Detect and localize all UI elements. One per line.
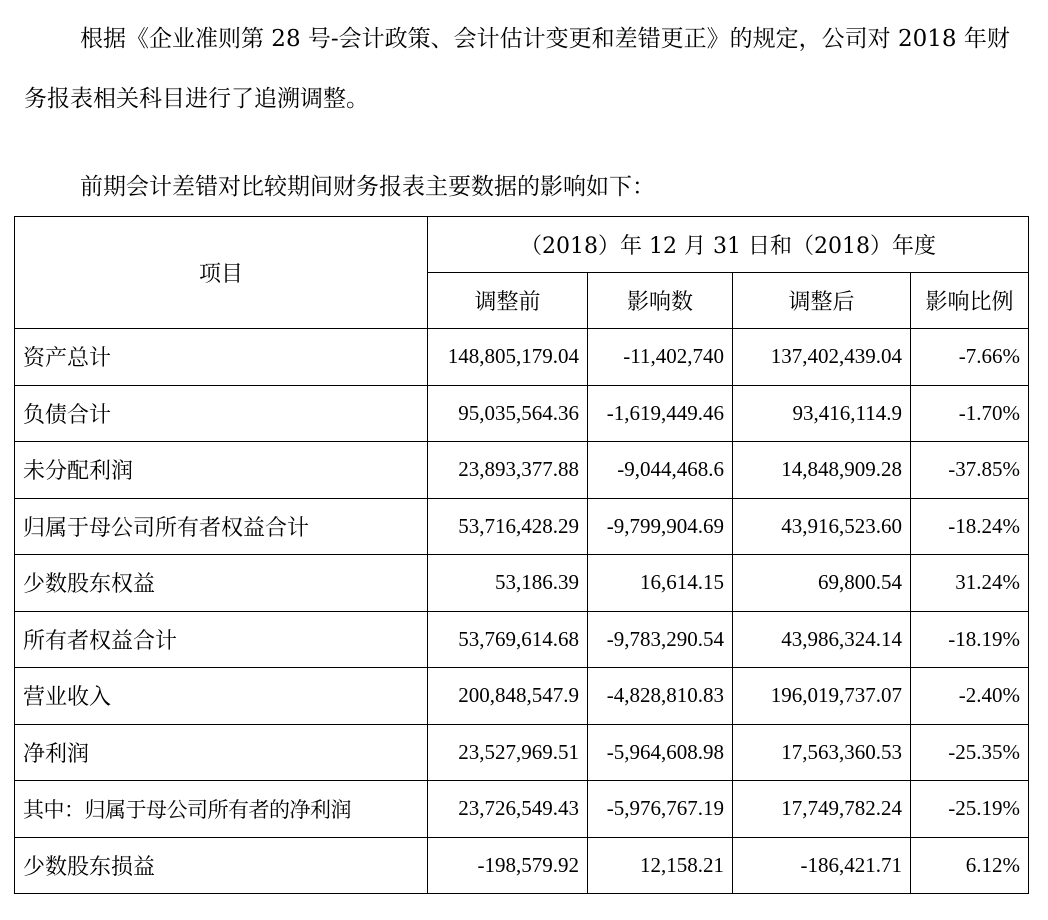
header-impact: 影响数 xyxy=(588,273,733,329)
cell-after: 137,402,439.04 xyxy=(733,329,911,386)
header-ratio: 影响比例 xyxy=(911,273,1029,329)
cell-ratio: -25.35% xyxy=(911,724,1029,781)
cell-impact: -9,044,468.6 xyxy=(588,442,733,499)
header-after: 调整后 xyxy=(733,273,911,329)
cell-after: 196,019,737.07 xyxy=(733,668,911,725)
table-row xyxy=(15,329,1029,386)
row-label: 营业收入 xyxy=(15,668,428,725)
cell-before: 53,769,614.68 xyxy=(428,611,588,668)
header-period: （2018）年 12 月 31 日和（2018）年度 xyxy=(428,217,1029,273)
cell-before: 23,527,969.51 xyxy=(428,724,588,781)
cell-ratio: -25.19% xyxy=(911,781,1029,838)
table-row xyxy=(15,668,1029,725)
cell-before: 95,035,564.36 xyxy=(428,385,588,442)
row-label: 负债合计 xyxy=(15,385,428,442)
cell-before: 148,805,179.04 xyxy=(428,329,588,386)
cell-impact: -4,828,810.83 xyxy=(588,668,733,725)
cell-impact: -9,799,904.69 xyxy=(588,498,733,555)
cell-before: 200,848,547.9 xyxy=(428,668,588,725)
table-row xyxy=(15,611,1029,668)
cell-before: -198,579.92 xyxy=(428,837,588,894)
row-label: 少数股东损益 xyxy=(15,837,428,894)
cell-impact: 12,158.21 xyxy=(588,837,733,894)
cell-after: 17,749,782.24 xyxy=(733,781,911,838)
cell-after: -186,421.71 xyxy=(733,837,911,894)
cell-before: 23,726,549.43 xyxy=(428,781,588,838)
cell-after: 43,986,324.14 xyxy=(733,611,911,668)
cell-impact: -1,619,449.46 xyxy=(588,385,733,442)
cell-impact: -11,402,740 xyxy=(588,329,733,386)
cell-before: 23,893,377.88 xyxy=(428,442,588,499)
row-label: 少数股东权益 xyxy=(15,555,428,612)
cell-impact: -5,964,608.98 xyxy=(588,724,733,781)
table-row xyxy=(15,498,1029,555)
table-caption: 前期会计差错对比较期间财务报表主要数据的影响如下： xyxy=(80,174,655,200)
header-before: 调整前 xyxy=(428,273,588,329)
cell-after: 93,416,114.9 xyxy=(733,385,911,442)
table-row xyxy=(15,442,1029,499)
cell-ratio: -37.85% xyxy=(911,442,1029,499)
cell-after: 69,800.54 xyxy=(733,555,911,612)
row-label: 归属于母公司所有者权益合计 xyxy=(15,498,428,555)
intro-paragraph: 根据《企业准则第 28 号-会计政策、会计估计变更和差错更正》的规定，公司对 2018 年财务报表相关科目进行了追溯调整。 xyxy=(24,26,1010,112)
cell-after: 17,563,360.53 xyxy=(733,724,911,781)
cell-impact: 16,614.15 xyxy=(588,555,733,612)
cell-ratio: -2.40% xyxy=(911,668,1029,725)
row-label: 其中：归属于母公司所有者的净利润 xyxy=(15,781,428,838)
row-label: 资产总计 xyxy=(15,329,428,386)
table-row xyxy=(15,724,1029,781)
cell-ratio: -1.70% xyxy=(911,385,1029,442)
table-row xyxy=(15,837,1029,894)
cell-before: 53,716,428.29 xyxy=(428,498,588,555)
cell-ratio: -18.24% xyxy=(911,498,1029,555)
row-label: 净利润 xyxy=(15,724,428,781)
header-item: 项目 xyxy=(15,217,428,329)
cell-ratio: -7.66% xyxy=(911,329,1029,386)
table-row xyxy=(15,781,1029,838)
table-row xyxy=(15,385,1029,442)
cell-impact: -9,783,290.54 xyxy=(588,611,733,668)
cell-impact: -5,976,767.19 xyxy=(588,781,733,838)
cell-after: 43,916,523.60 xyxy=(733,498,911,555)
cell-after: 14,848,909.28 xyxy=(733,442,911,499)
cell-ratio: 31.24% xyxy=(911,555,1029,612)
cell-ratio: -18.19% xyxy=(911,611,1029,668)
row-label: 未分配利润 xyxy=(15,442,428,499)
cell-ratio: 6.12% xyxy=(911,837,1029,894)
table-row xyxy=(15,555,1029,612)
row-label: 所有者权益合计 xyxy=(15,611,428,668)
cell-before: 53,186.39 xyxy=(428,555,588,612)
restatement-table xyxy=(14,216,1029,894)
